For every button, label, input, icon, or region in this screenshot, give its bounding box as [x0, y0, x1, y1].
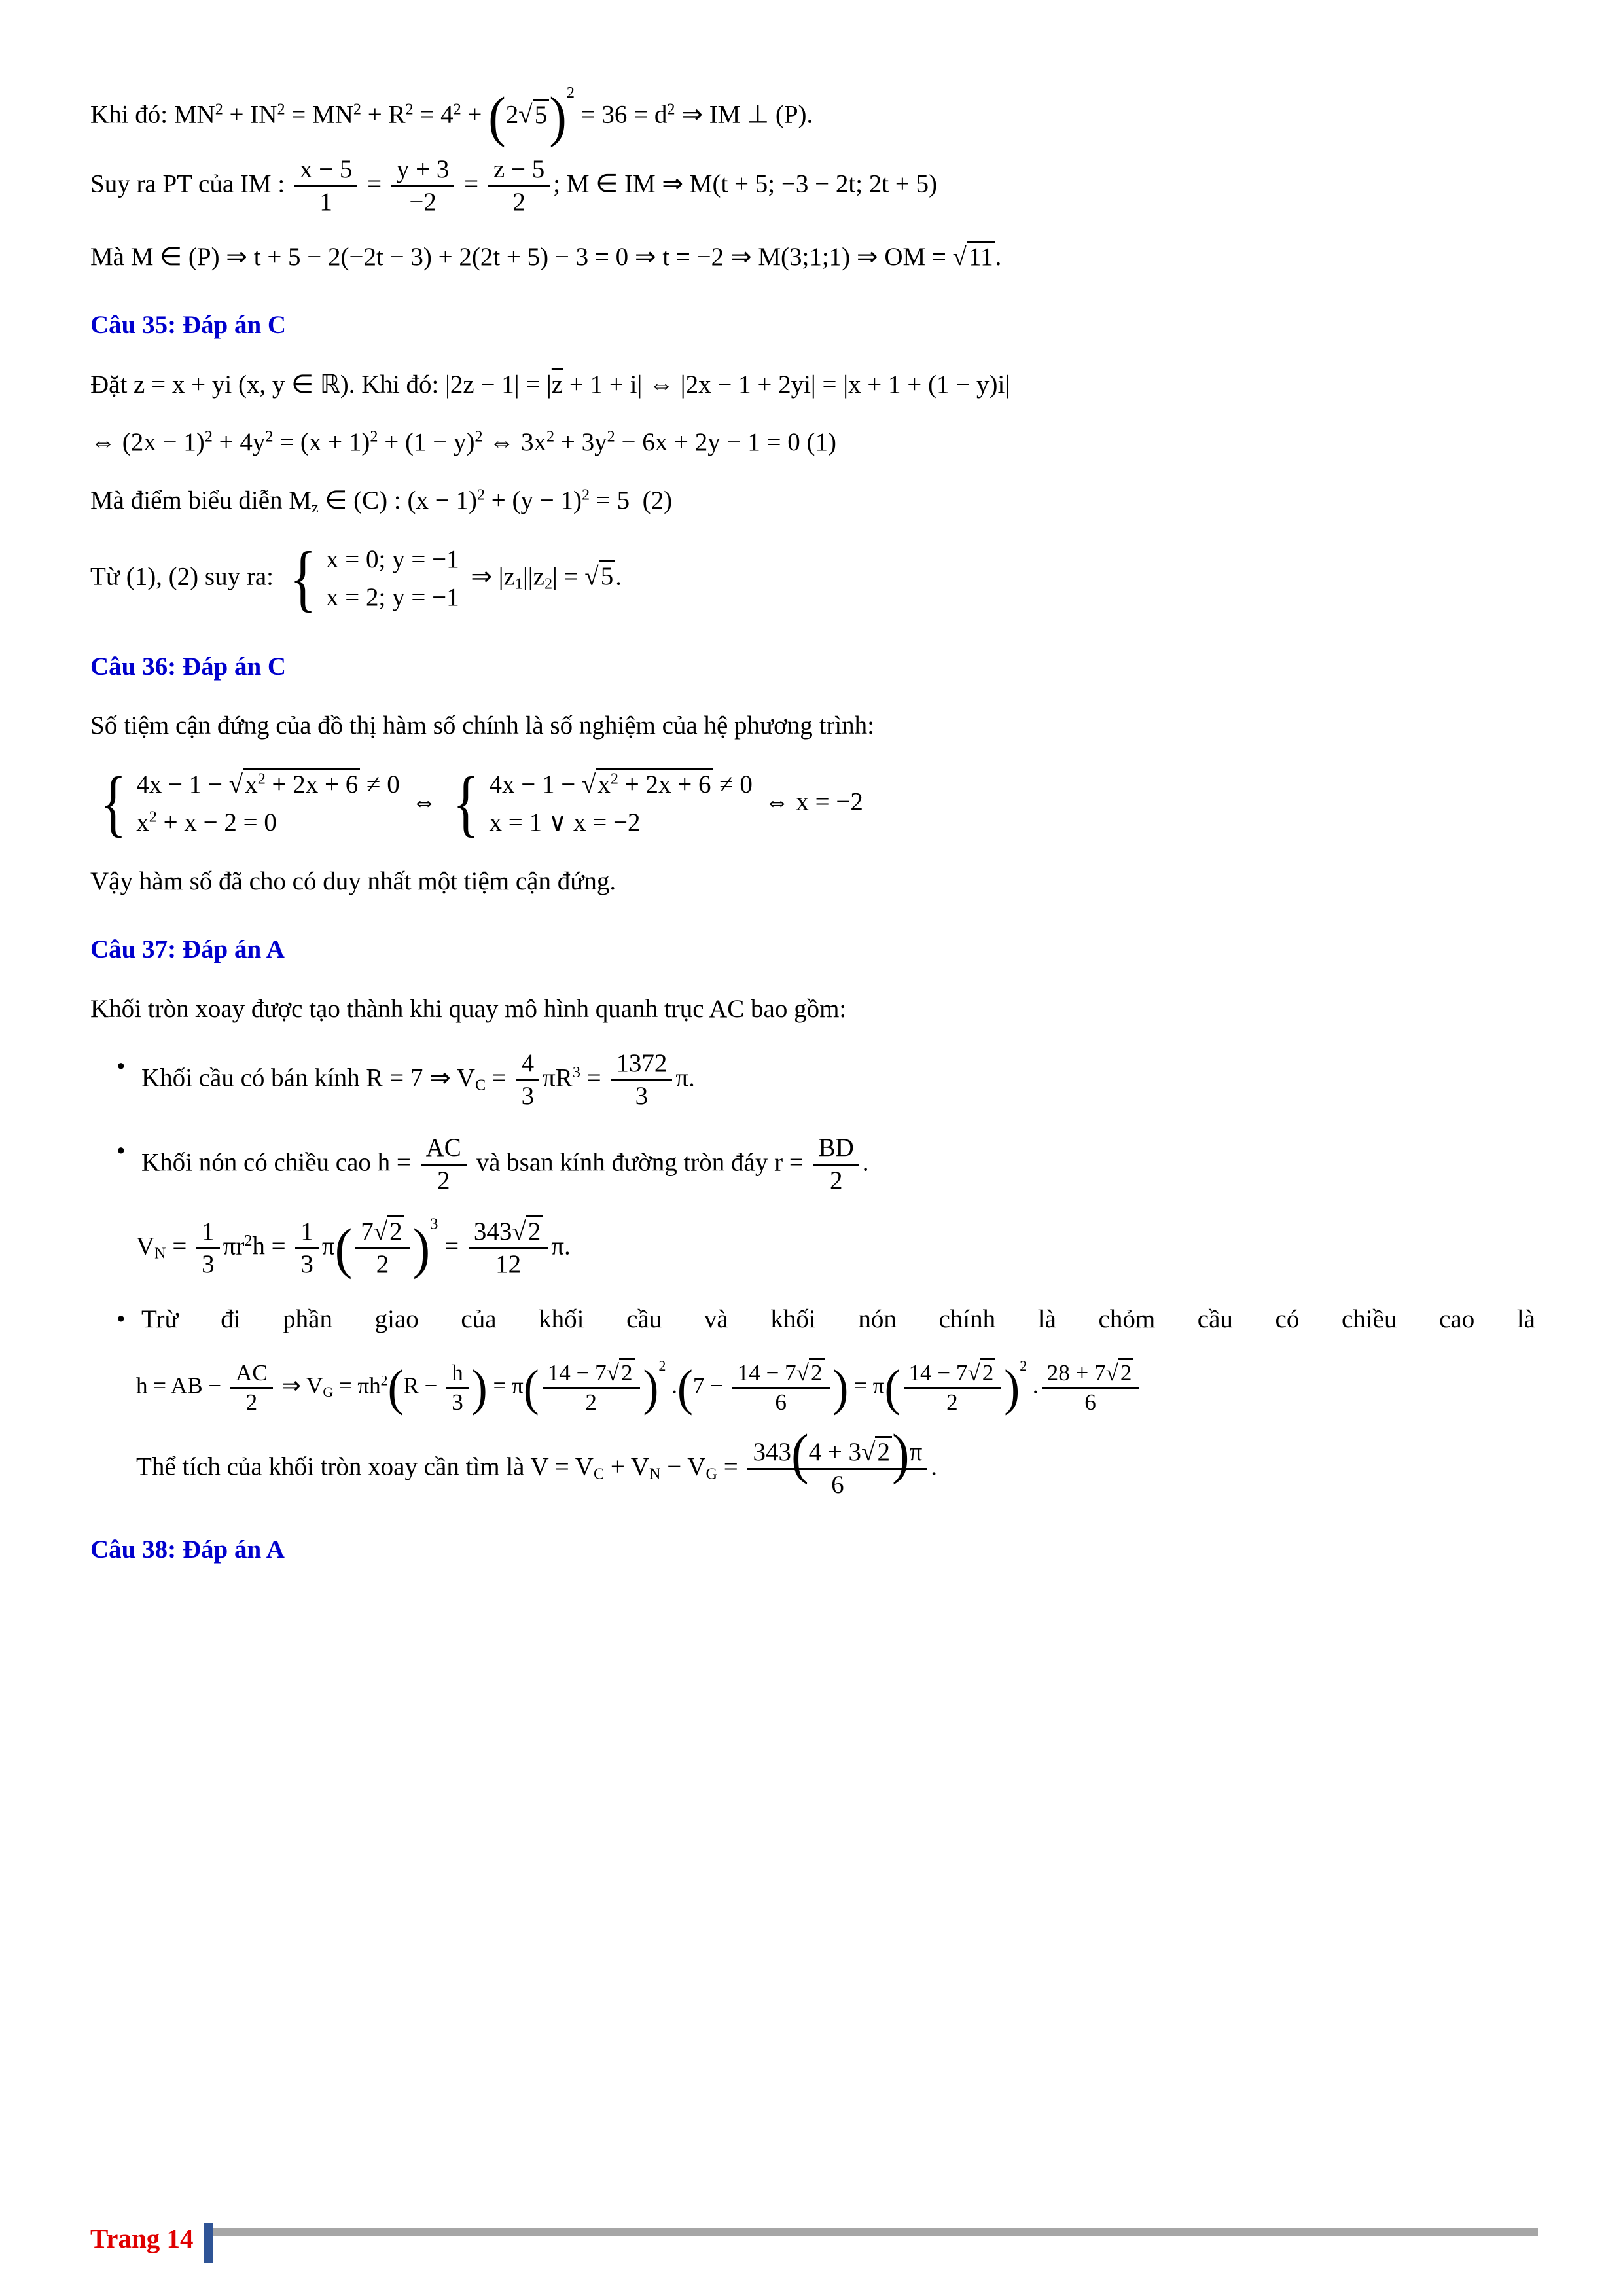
- page-number-label: Trang 14: [90, 2223, 194, 2253]
- equation-line: h = AB − $\frac{AC}{2}$ ⇒ $V_G = \pi h^2(R$ − $\frac{h}{3}$ ) = π( $\frac{14 - 7√2}{2}$ )$^2$ .(7 − $\frac{14 - 7√2}{6}$ ) = π( $\frac{14 - 7√2}{2}$ )$^2$ . $\frac{28 + 7√2}{6}$: [136, 1359, 1538, 1416]
- page-content: [90, 72, 1538, 1591]
- bullet-item: • Trừ đi phần giao của khối cầu và khối nón chính là chỏm cầu có chiều cao là: [116, 1301, 1538, 1338]
- solution-line: Suy ra PT của IM : $\frac{x - 5}{1}$ = $\frac{y + 3}{-2}$ = $\frac{z - 5}{2}$ ; M ∈ IM ⇒ M(t + 5; −3 − 2t; 2t + 5): [90, 154, 1538, 218]
- equation-system: { $4x - 1 - √x^2 + 2x + 6 \ne 0$ $x^2 + x - 2 = 0$ ⇔ { $4x - 1 - √x^2 + 2x + 6 \ne 0$ x = 1 ∨ x = −2 ⇔ x = −2: [99, 762, 863, 845]
- footer-accent-bar: [204, 2223, 213, 2263]
- question-heading: Câu 37: Đáp án A: [90, 935, 285, 964]
- footer-rule: [213, 2228, 1538, 2236]
- solution-line: Mà M ∈ (P) ⇒ t + 5 − 2(−2t − 3) + 2(2t + 5) − 3 = 0 ⇒ t = −2 ⇒ M(3;1;1) ⇒ OM = √11.: [90, 239, 1538, 276]
- solution-line: Đặt z = x + yi (x, y ∈ ℝ). Khi đó: $|2z - 1| = |\overline{z} + 1 + i|$ ⇔ |2x − 1 + 2yi| = |x + 1 + (1 − y)i|: [90, 370, 1010, 399]
- bullet-item: • Khối cầu có bán kính R = 7 ⇒ $V_C$ = $\frac{4}{3}$ $\pi R^3$ = $\frac{1372}{3}$ π.: [116, 1049, 1538, 1112]
- solution-line: Vậy hàm số đã cho có duy nhất một tiệm cận đứng.: [90, 867, 616, 895]
- solution-line: Từ (1), (2) suy ra: { x = 0; y = −1 x = 2; y = −1 ⇒ $|z_1||z_2| = √5$.: [90, 537, 622, 620]
- equation-line: $V_N$ = $\frac{1}{3}$ $\pi r^2h$ = $\frac{1}{3}$ π( $\frac{7√2}{2}$ )$^3$ = $\frac{343√2}{12}$ π.: [136, 1215, 571, 1280]
- solution-line: Mà điểm biểu diễn $M_z$ ∈ (C) : $(x - 1)^2 + (y - 1)^2 = 5$ (2): [90, 486, 673, 517]
- question-heading: Câu 35: Đáp án C: [90, 311, 287, 340]
- solution-line: Khi đó: $MN^2 + IN^2 = MN^2 + R^2 = 4^2 + (2√5)^2 = 36 = d^2$ ⇒ IM ⊥ (P).: [90, 84, 813, 149]
- equation-line: Thể tích của khối tròn xoay cần tìm là $V = V_C + V_N - V_G$ = $\frac{343(4 + 3√2)\pi}{6}$ .: [136, 1437, 1538, 1501]
- solution-line: ⇔ $(2x - 1)^2 + 4y^2 = (x + 1)^2 + (1 - y)^2$ ⇔ $3x^2 + 3y^2 - 6x + 2y - 1 = 0$ (1): [90, 428, 836, 457]
- solution-line: Khối tròn xoay được tạo thành khi quay mô hình quanh trục AC bao gồm:: [90, 994, 847, 1023]
- solution-line: Số tiệm cận đứng của đồ thị hàm số chính là số nghiệm của hệ phương trình:: [90, 711, 875, 740]
- bullet-item: • Khối nón có chiều cao h = $\frac{AC}{2}$ và bsan kính đường tròn đáy r = $\frac{BD}{2}$ .: [116, 1133, 1538, 1196]
- question-heading: Câu 38: Đáp án A: [90, 1535, 285, 1564]
- page-footer: [90, 2223, 1538, 2263]
- question-heading: Câu 36: Đáp án C: [90, 652, 287, 681]
